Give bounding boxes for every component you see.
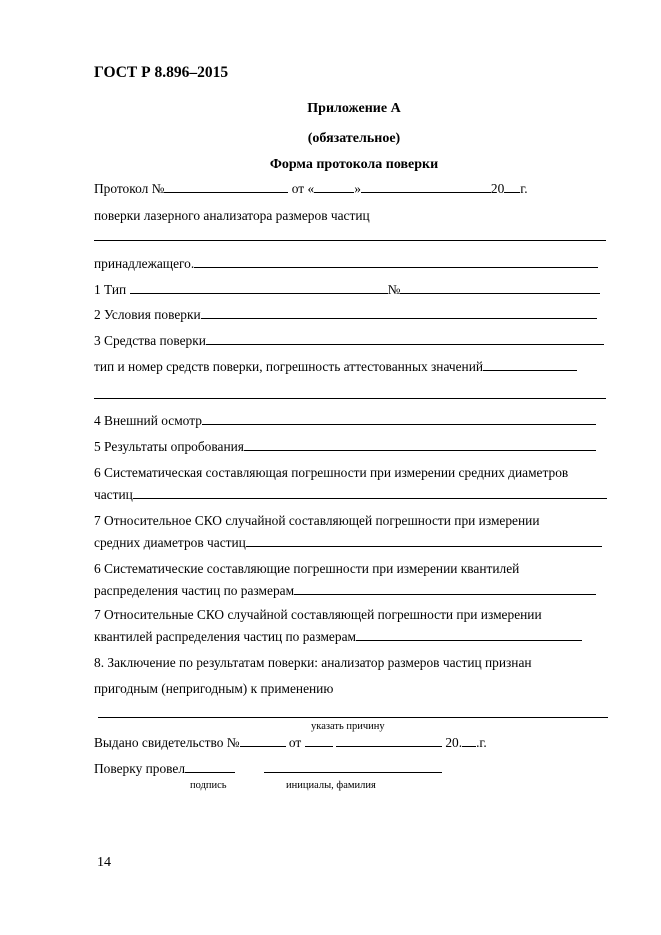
protocol-day-field — [314, 181, 354, 193]
rms-mean-line2 — [94, 535, 614, 551]
conditions-line — [94, 307, 614, 323]
systematic-mean-label: частиц — [94, 487, 133, 502]
means-detail-label: тип и номер средств поверки, погрешность аттестованных значений — [94, 359, 484, 374]
conditions-field — [201, 307, 597, 319]
form-title: Форма протокола поверки — [269, 157, 439, 172]
systematic-quantile-label: распределения частиц по размерам — [94, 583, 295, 598]
testing-label: 5 Результаты опробования — [94, 439, 244, 454]
verifier-signature-field — [185, 761, 235, 773]
rms-mean-label: средних диаметров частиц — [94, 535, 246, 550]
signature-caption: подпись — [190, 780, 227, 791]
conclusion-line1: 8. Заключение по результатам поверки: анализатор размеров частиц признан — [94, 655, 532, 670]
certificate-number-field — [240, 735, 286, 747]
type-field — [130, 282, 388, 294]
certificate-month-field — [336, 735, 442, 747]
certificate-year-field — [462, 735, 476, 747]
certificate-line — [94, 735, 614, 751]
protocol-quote-close: » — [354, 181, 361, 196]
verifier-line — [94, 761, 614, 777]
type-number-field — [400, 282, 600, 294]
external-line — [94, 413, 614, 429]
reason-field — [98, 717, 608, 718]
means-detail-field — [483, 359, 577, 371]
standard-designation: ГОСТ Р 8.896–2015 — [94, 64, 229, 81]
certificate-year-prefix: 20. — [445, 735, 463, 750]
owner-line — [94, 256, 614, 272]
owner-field — [194, 256, 598, 268]
owner-label: принадлежащего. — [94, 256, 195, 271]
certificate-from-label: от — [288, 735, 302, 750]
verification-of-label: поверки лазерного анализатора размеров частиц — [94, 208, 370, 223]
conclusion-line2: пригодным (непригодным) к применению — [94, 681, 334, 696]
systematic-quantile-line2 — [94, 583, 614, 599]
protocol-from-label: от « — [291, 181, 315, 196]
type-label: 1 Тип — [94, 282, 127, 297]
reason-caption: указать причину — [311, 721, 385, 732]
certificate-year-suffix: .г. — [476, 735, 487, 750]
certificate-label: Выдано свидетельство № — [94, 735, 240, 750]
means-line — [94, 333, 614, 349]
external-label: 4 Внешний осмотр — [94, 413, 202, 428]
type-number-label: № — [387, 282, 401, 297]
protocol-label: Протокол № — [94, 181, 165, 196]
rms-mean-field — [246, 535, 602, 547]
rms-quantile-line1: 7 Относительные СКО случайной составляющей погрешности при измерении — [94, 607, 542, 622]
protocol-year-prefix: 20 — [490, 181, 505, 196]
protocol-month-field — [361, 181, 491, 193]
systematic-quantile-line1: 6 Систематические составляющие погрешности при измерении квантилей — [94, 561, 520, 576]
systematic-quantile-field — [294, 583, 596, 595]
rms-mean-line1: 7 Относительное СКО случайной составляющей погрешности при измерении — [94, 513, 540, 528]
protocol-year-suffix: г. — [520, 181, 528, 196]
protocol-number-field — [164, 181, 288, 193]
name-caption: инициалы, фамилия — [286, 780, 376, 791]
appendix-title: Приложение А — [307, 101, 401, 116]
means-detail-line — [94, 359, 614, 375]
protocol-year-field — [504, 181, 520, 193]
verifier-label: Поверку провел — [94, 761, 186, 776]
rms-quantile-field — [356, 629, 582, 641]
rms-quantile-line2 — [94, 629, 614, 645]
verifier-name-field — [264, 761, 442, 773]
appendix-status: (обязательное) — [307, 131, 401, 146]
conditions-label: 2 Условия поверки — [94, 307, 201, 322]
testing-field — [244, 439, 596, 451]
analyzer-name-field — [94, 240, 606, 241]
external-field — [202, 413, 596, 425]
systematic-mean-field — [133, 487, 607, 499]
protocol-line — [94, 181, 614, 197]
systematic-mean-line2 — [94, 487, 614, 503]
means-label: 3 Средства поверки — [94, 333, 206, 348]
means-field — [206, 333, 604, 345]
systematic-mean-line1: 6 Систематическая составляющая погрешности при измерении средних диаметров — [94, 465, 569, 480]
page-number: 14 — [97, 855, 111, 870]
type-line — [94, 282, 614, 298]
means-detail-extra-field — [94, 398, 606, 399]
certificate-day-field — [305, 735, 333, 747]
rms-quantile-label: квантилей распределения частиц по размерам — [94, 629, 356, 644]
testing-line — [94, 439, 614, 455]
